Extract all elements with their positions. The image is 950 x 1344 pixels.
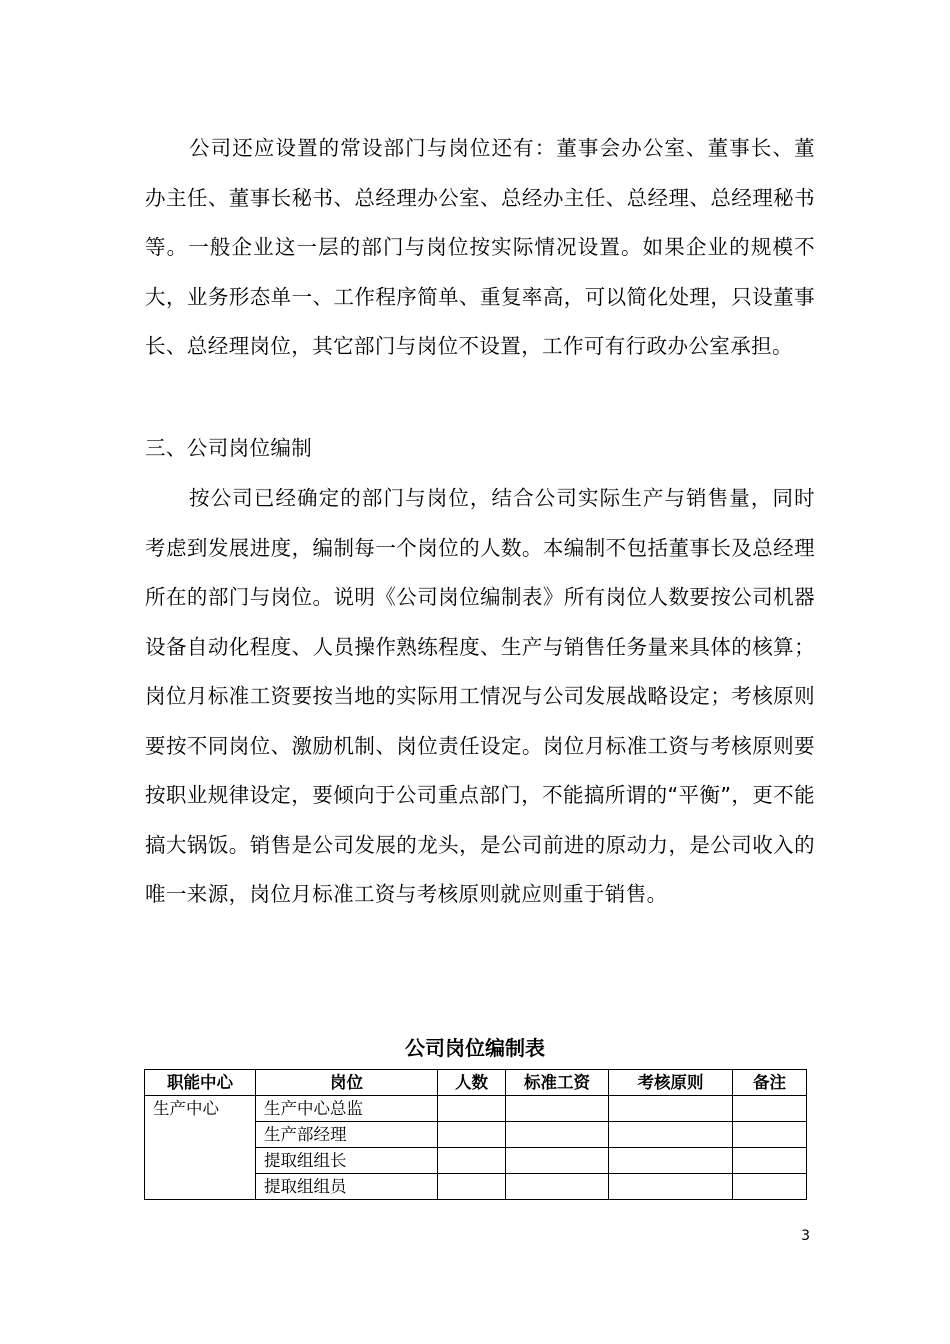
cell-count bbox=[438, 1174, 506, 1200]
cell-center: 生产中心 bbox=[145, 1096, 256, 1200]
header-position: 岗位 bbox=[256, 1070, 438, 1096]
cell-count bbox=[438, 1096, 506, 1122]
header-principle: 考核原则 bbox=[609, 1070, 733, 1096]
cell-count bbox=[438, 1148, 506, 1174]
header-salary: 标准工资 bbox=[506, 1070, 609, 1096]
table-header-row bbox=[145, 1070, 807, 1096]
header-note: 备注 bbox=[733, 1070, 807, 1096]
cell-principle bbox=[609, 1174, 733, 1200]
cell-salary bbox=[506, 1122, 609, 1148]
section-heading-staffing: 三、公司岗位编制 bbox=[145, 436, 313, 460]
header-count: 人数 bbox=[438, 1070, 506, 1096]
staffing-table bbox=[144, 1069, 807, 1200]
cell-position: 生产部经理 bbox=[256, 1122, 438, 1148]
page-number: 3 bbox=[801, 1228, 810, 1244]
paragraph-staffing: 按公司已经确定的部门与岗位，结合公司实际生产与销售量，同时考虑到发展进度，编制每一个岗位的人数。本编制不包括董事长及总经理所在的部门与岗位。说明《公司岗位编制表》所有岗位人数要按公司机器设备自动化程度、人员操作熟练程度、生产与销售任务量来具体的核算；岗位月标准工资要按当地的实际用工情况与公司发展战略设定；考核原则要按不同岗位、激励机制、岗位责任设定。岗位月标准工资与考核原则要按职业规律设定，要倾向于公司重点部门，不能搞所谓的“平衡”，更不能搞大锅饭。销售是公司发展的龙头，是公司前进的原动力，是公司收入的唯一来源，岗位月标准工资与考核原则就应则重于销售。 bbox=[145, 486, 815, 906]
cell-position: 生产中心总监 bbox=[256, 1096, 438, 1122]
paragraph-departments: 公司还应设置的常设部门与岗位还有：董事会办公室、董事长、董办主任、董事长秘书、总经理办公室、总经办主任、总经理、总经理秘书等。一般企业这一层的部门与岗位按实际情况设置。如果企业的规模不大，业务形态单一、工作程序简单、重复率高，可以简化处理，只设董事长、总经理岗位，其它部门与岗位不设置，工作可有行政办公室承担。 bbox=[145, 136, 815, 358]
cell-principle bbox=[609, 1148, 733, 1174]
cell-count bbox=[438, 1122, 506, 1148]
cell-salary bbox=[506, 1096, 609, 1122]
cell-salary bbox=[506, 1174, 609, 1200]
cell-principle bbox=[609, 1096, 733, 1122]
header-center: 职能中心 bbox=[145, 1070, 256, 1096]
cell-position: 提取组组长 bbox=[256, 1148, 438, 1174]
cell-salary bbox=[506, 1148, 609, 1174]
cell-note bbox=[733, 1122, 807, 1148]
cell-note bbox=[733, 1148, 807, 1174]
table-row bbox=[145, 1096, 807, 1122]
cell-position: 提取组组员 bbox=[256, 1174, 438, 1200]
table-title: 公司岗位编制表 bbox=[405, 1036, 545, 1060]
cell-note bbox=[733, 1096, 807, 1122]
cell-note bbox=[733, 1174, 807, 1200]
cell-principle bbox=[609, 1122, 733, 1148]
